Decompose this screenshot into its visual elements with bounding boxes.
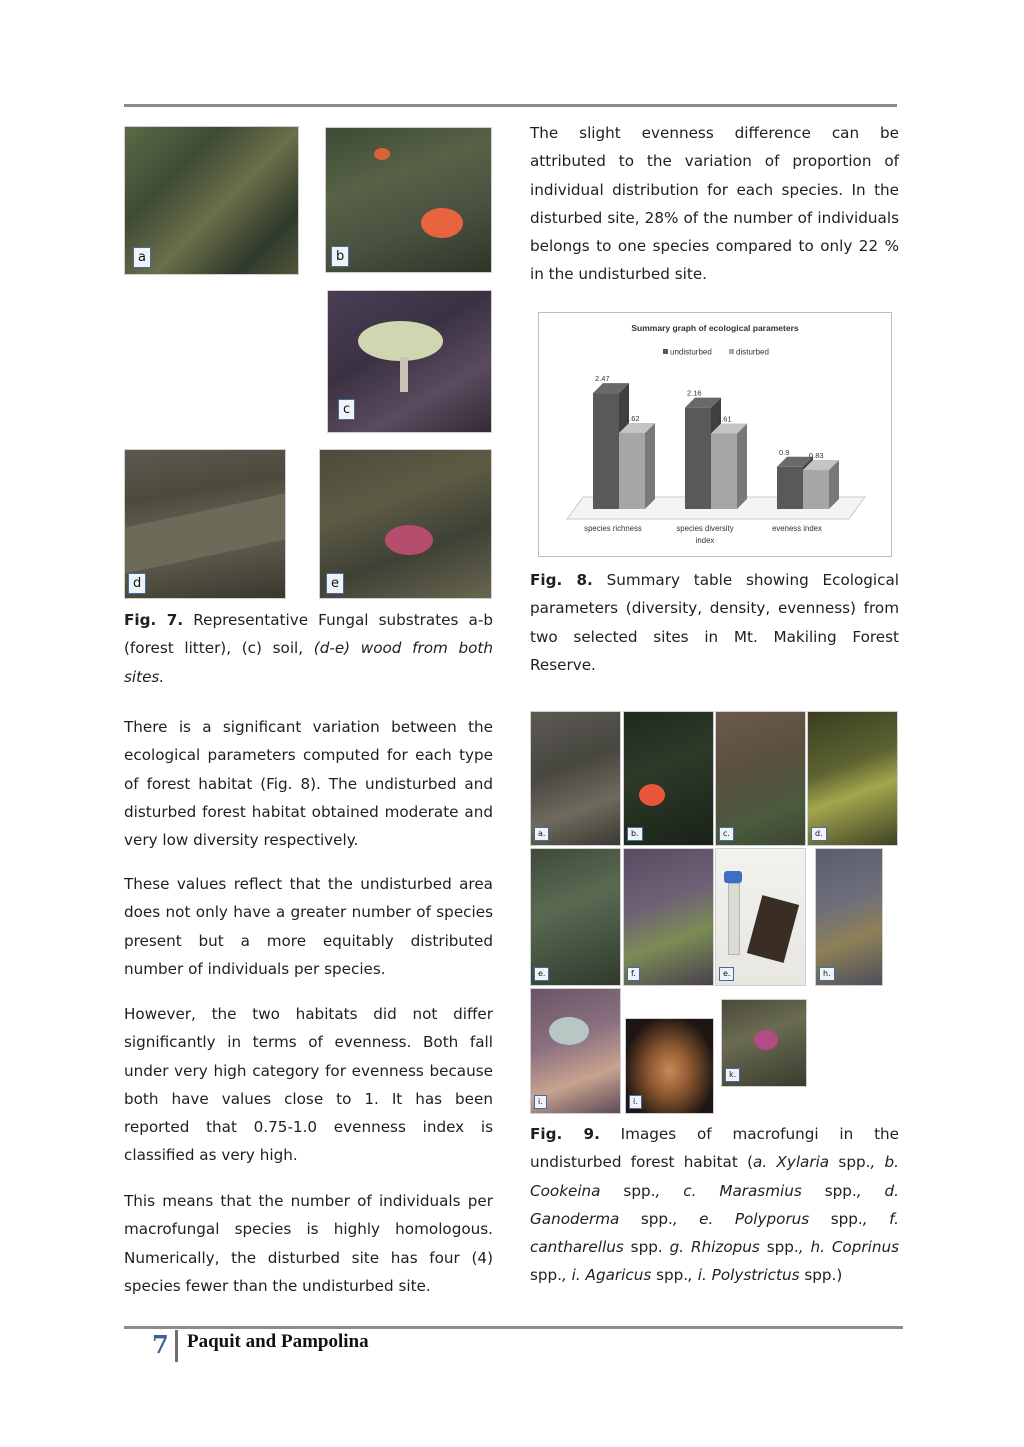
data-label-0-1: 1.62 [625,413,640,423]
chart-legend [663,348,769,357]
fig7-label-d: d [128,573,146,594]
fig9-caption-part: spp. [623,1238,670,1257]
category-label-2-0: eveness index [772,524,822,533]
data-label-0-0: 2.47 [595,374,610,384]
category-label-1-1: index [695,536,715,545]
fig9-label-d: d. [811,827,827,841]
bar-2-1 [803,470,829,509]
footer-separator [175,1330,178,1362]
body-paragraph-3: However, the two habitats did not differ significantly in terms of evenness. Both fall under very high category for evenness because both have values close to 1. It has been reported that 0.75-1.0 evenness index is classified as very high. [124,1005,493,1165]
fig9-caption [530,1120,899,1290]
fig7-photo-c [327,290,492,433]
fig9-photo-g [715,848,806,986]
fig9-caption-body [530,1125,899,1284]
fig9-photo-h [815,848,883,986]
fig9-caption-part: , d. Ganoderma [530,1181,899,1228]
fig9-label-f: f. [627,967,640,981]
fig9-label-a: a. [534,827,549,841]
fig8-caption [530,566,899,679]
fig9-label-e: e. [534,967,549,981]
chart-category-labels [584,524,822,545]
running-head: Paquit and Pampolina [187,1331,369,1352]
fig7-photo-e [319,449,492,599]
fig7-photo-b [325,127,492,273]
page-number: 7 [152,1330,169,1359]
mushroom-cap-c [358,321,443,361]
mushroom-cap-9b [639,784,665,806]
legend-swatch-1 [729,349,734,354]
fig9-caption-part: spp. [801,1181,857,1200]
fig7-caption-italic: (d-e) wood from both sites. [124,639,494,686]
fig9-label-b: b. [627,827,643,841]
fig9-caption-part: spp. [651,1266,689,1285]
fig9-caption-part: , c. Marasmius [655,1181,802,1200]
data-label-2-1: 0.83 [809,451,824,461]
chart-title: Summary graph of ecological parameters [631,323,799,333]
chart-bars [593,383,839,509]
fig9-caption-part: spp. [829,1153,871,1172]
fig9-photo-d [807,711,898,846]
right-top-paragraph: The slight evenness difference can be attributed to the variation of proportion of individual distribution for each species. In the disturbed site, 28% of the number of individuals belongs to one species compared to only 22 % in the undisturbed site. [530,124,899,284]
bar-1-0 [685,408,711,509]
sample-specimen [747,895,799,963]
mushroom-stem-c [400,357,408,392]
fig9-caption-part: , i. Polystrictus [688,1266,800,1285]
fig9-label-h: h. [819,967,835,981]
fig9-caption-part: , f. cantharellus [530,1209,899,1257]
fig9-caption-label: Fig. 9. [530,1125,600,1143]
body-paragraph-1: There is a significant variation between the ecological parameters computed for each type of forest habitat (Fig. 8). The undisturbed and disturbed forest habitat obtained moderate and very low diversity respectively. [124,718,493,850]
mushroom-cap-9k [754,1030,778,1050]
fig9-label-j: i. [629,1095,642,1109]
fig9-photo-k [721,999,807,1087]
fig9-caption-part: spp. [619,1209,673,1228]
fig9-photo-b [623,711,714,846]
fig9-caption-part: Images of macrofungi in the undisturbed forest habitat ( [530,1125,899,1172]
bar-2-0 [777,467,803,509]
bar-1-1 [711,433,737,509]
fig8-caption-text: Summary table showing Ecological parameters (diversity, density, evenness) from two selected sites in Mt. Makiling Forest Reserve. [530,571,899,674]
fig9-caption-part: spp.) [799,1266,843,1285]
fig9-caption-part: spp. [759,1238,799,1257]
fig7-photo-a [124,126,299,275]
bar-side-0-1 [645,423,655,509]
data-label-1-1: 1.61 [717,414,732,424]
fig9-photo-e [530,848,621,986]
fig9-label-k: k. [725,1068,740,1082]
chart-svg [539,313,891,556]
fig7-label-e: e [326,573,344,594]
fig8-chart [538,312,892,557]
fig9-caption-part: , i. Agaricus [562,1266,652,1285]
fig9-caption-part: , h. Coprinus [798,1238,899,1257]
fig9-photo-a [530,711,621,846]
legend-swatch-0 [663,349,668,354]
fig9-photo-i [530,988,621,1114]
bar-side-1-1 [737,423,747,509]
fig7-caption-text: Representative Fungal substrates a-b (forest litter), (c) soil, [124,611,493,658]
header-rule [124,104,897,107]
fig9-label-g: e. [719,967,734,981]
fig8-caption-label: Fig. 8. [530,571,593,589]
mushroom-cap-b [421,208,463,238]
fig9-label-c: c. [719,827,734,841]
fig9-caption-part: g. Rhizopus [669,1238,760,1257]
bar-0-1 [619,433,645,509]
mushroom-cap-b-small [374,148,390,160]
body-paragraph-4: This means that the number of individuals per macrofungal species is highly homologous. Numerically, the disturbed site has four (4) species fewer than the undisturbed site. [124,1192,493,1295]
legend-label-1: disturbed [736,347,769,357]
footer-rule [124,1326,903,1329]
fig9-caption-part: spp. [530,1266,563,1285]
fig7-label-a: a [133,247,151,268]
sample-tube [728,883,740,955]
fig7-caption [124,606,493,691]
mushroom-cap-e [385,525,433,555]
sample-tube-cap [724,871,742,883]
fig9-photo-f [623,848,714,986]
data-label-1-0: 2.16 [687,388,702,398]
body-paragraph-2: These values reflect that the undisturbed area does not only have a greater number of species present but a more equitably distributed number of individuals per species. [124,875,493,978]
category-label-0-0: species richness [584,524,642,533]
fig7-photo-d [124,449,286,599]
legend-label-0: undisturbed [670,347,712,357]
fig9-caption-part: a. Xylaria [753,1153,830,1172]
fig9-label-i: i. [534,1095,547,1109]
fig9-caption-part: , e. Polyporus [672,1209,810,1228]
data-label-2-0: 0.9 [779,447,790,457]
fig7-label-c: c [338,399,355,420]
mushroom-cap-9i [549,1017,589,1045]
fig9-caption-part: spp. [600,1181,656,1200]
fig9-photo-j [625,1018,714,1114]
category-label-1-0: species diversity [676,524,734,533]
fig7-caption-label: Fig. 7. [124,611,184,629]
fig9-caption-part: spp. [809,1209,863,1228]
log-d [124,491,286,575]
fig9-photo-c [715,711,806,846]
bar-0-0 [593,393,619,509]
fig9-caption-part: , b. Cookeina [530,1153,900,1200]
fig7-label-b: b [331,246,349,267]
